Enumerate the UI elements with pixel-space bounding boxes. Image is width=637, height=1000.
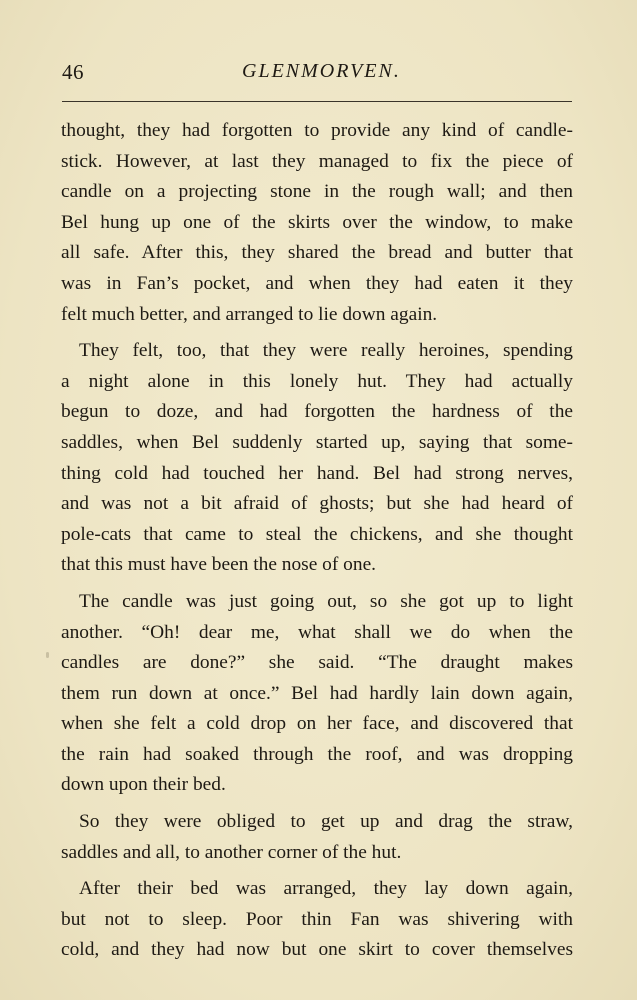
text-line: pole-cats that came to steal the chickens, and she thought [61, 523, 573, 545]
text-line: begun to doze, and had forgotten the hardness of the [61, 401, 573, 423]
paper-blemish [46, 652, 49, 658]
page-header [62, 60, 572, 94]
paragraph [61, 874, 573, 966]
text-line: thought, they had forgotten to provide any kind of candle- [61, 120, 573, 141]
text-line: was in Fan’s pocket, and when they had eaten it they [61, 272, 573, 294]
text-line: After their bed was arranged, they lay down again, [79, 878, 573, 900]
text-line: The candle was just going out, so she got up to light [79, 590, 573, 612]
body-text [61, 116, 573, 966]
paragraph [61, 336, 573, 581]
page-number: 46 [62, 60, 84, 84]
header-rule [62, 101, 572, 102]
running-title: GLENMORVEN. [242, 60, 401, 82]
text-line: They felt, too, that they were really heroines, spending [79, 340, 573, 362]
text-line: cold, and they had now but one skirt to cover themselves [61, 939, 573, 961]
text-line: candles are done?” she said. “The draught makes [61, 652, 573, 674]
text-line: Bel hung up one of the skirts over the window, to make [61, 211, 573, 233]
text-line: them run down at once.” Bel had hardly lain down again, [61, 682, 573, 704]
text-line: when she felt a cold drop on her face, and discovered that [61, 713, 573, 735]
paragraph [61, 116, 573, 330]
text-line: another. “Oh! dear me, what shall we do when the [61, 621, 573, 643]
text-line: candle on a projecting stone in the rough wall; and then [61, 181, 573, 203]
text-line: all safe. After this, they shared the bread and butter that [61, 242, 573, 264]
text-line: thing cold had touched her hand. Bel had strong nerves, [61, 462, 573, 484]
text-line: that this must have been the nose of one. [61, 554, 377, 576]
text-line: saddles, when Bel suddenly started up, saying that some- [61, 431, 573, 453]
text-line: the rain had soaked through the roof, and was dropping [61, 743, 573, 765]
text-line: a night alone in this lonely hut. They had actually [61, 370, 573, 392]
text-line: saddles and all, to another corner of the hut. [61, 841, 402, 863]
text-line: and was not a bit afraid of ghosts; but she had heard of [61, 493, 573, 515]
text-line: stick. However, at last they managed to fix the piece of [61, 150, 573, 172]
text-line: So they were obliged to get up and drag the straw, [79, 811, 573, 833]
text-line: down upon their bed. [61, 774, 226, 796]
paragraph [61, 587, 573, 801]
text-line: but not to sleep. Poor thin Fan was shivering with [61, 908, 573, 930]
text-line: felt much better, and arranged to lie down again. [61, 303, 438, 325]
paragraph [61, 807, 573, 868]
